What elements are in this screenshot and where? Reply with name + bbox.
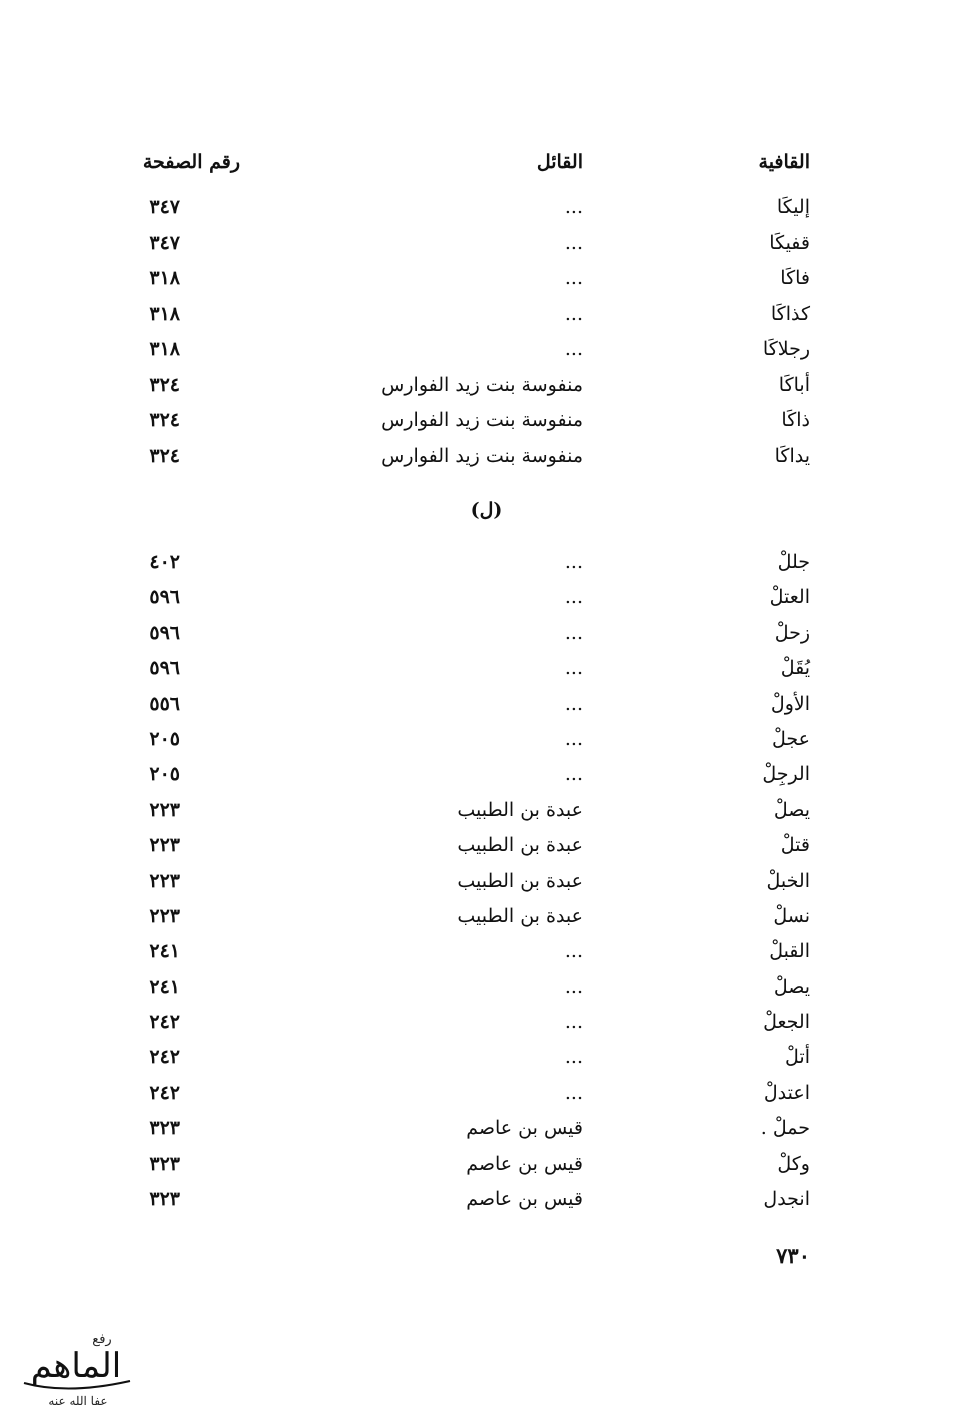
page-number-cell: ٣٢٣ <box>149 1152 180 1175</box>
rhyme-cell: الرجِلْ <box>762 763 810 786</box>
page-number-cell: ٢٢٣ <box>149 834 180 857</box>
index-row <box>0 368 975 404</box>
index-row <box>0 934 975 969</box>
page-number-cell: ٤٠٢ <box>149 551 180 573</box>
header-poet: القائل <box>536 151 583 173</box>
table-header <box>0 146 975 178</box>
poet-cell: ... <box>564 692 583 715</box>
rhyme-cell: الأولْ <box>770 692 810 715</box>
index-row <box>0 687 975 722</box>
poet-cell: ... <box>564 196 583 218</box>
poet-cell: ... <box>564 763 583 786</box>
page-number-cell: ٢٤٢ <box>149 1011 180 1034</box>
poet-cell: ... <box>564 338 583 360</box>
page-number-cell: ٢٠٥ <box>149 763 180 786</box>
rhyme-cell: حملْ . <box>760 1117 810 1140</box>
index-row <box>0 651 975 686</box>
poet-cell: ... <box>564 551 583 573</box>
page-number-cell: ٣٤٧ <box>149 231 180 254</box>
poet-cell: ... <box>564 586 583 609</box>
rhyme-cell: زحلْ <box>774 621 810 644</box>
page-number-cell: ٢٢٣ <box>149 869 180 892</box>
poet-cell: عبدة بن الطبيب <box>457 834 583 857</box>
index-row <box>0 757 975 792</box>
index-row <box>0 1111 975 1146</box>
header-page: رقم الصفحة <box>142 151 240 173</box>
rhyme-cell: وكلْ <box>777 1152 810 1175</box>
index-row <box>0 1182 975 1217</box>
index-row <box>0 297 975 333</box>
page-number-cell: ٥٩٦ <box>149 657 180 680</box>
page-number-cell: ٢٠٥ <box>149 727 180 750</box>
index-row <box>0 970 975 1005</box>
page-number-cell: ٣٢٤ <box>149 444 180 467</box>
rhyme-cell: إليكَا <box>776 196 810 218</box>
poet-cell: ... <box>564 975 583 998</box>
index-row <box>0 899 975 934</box>
poet-cell: عبدة بن الطبيب <box>457 798 583 821</box>
rhyme-cell: كذاكَا <box>770 302 810 325</box>
poet-cell: عبدة بن الطبيب <box>457 869 583 892</box>
index-row <box>0 828 975 863</box>
rhyme-cell: يصلْ <box>773 798 810 821</box>
stamp-calligraphy-icon <box>18 1325 138 1410</box>
poet-cell: منفوسة بنت زيد الفوارس <box>381 373 583 396</box>
rhyme-cell: العتلْ <box>769 586 810 609</box>
rhyme-cell: قفيكَا <box>769 231 810 254</box>
rhyme-cell: ذاكَا <box>781 409 810 431</box>
index-row <box>0 616 975 651</box>
page-number-cell: ٣١٨ <box>149 267 180 289</box>
poet-cell: ... <box>564 1046 583 1069</box>
section-kaf-list <box>0 190 975 474</box>
rhyme-cell: نسلْ <box>773 904 810 927</box>
rhyme-cell: انجدل <box>763 1188 810 1211</box>
rhyme-cell: عجلْ <box>772 727 810 750</box>
index-row <box>0 793 975 828</box>
index-row <box>0 545 975 580</box>
index-row <box>0 722 975 757</box>
header-rhyme: القافية <box>758 151 810 173</box>
poet-cell: ... <box>564 231 583 254</box>
page-number-cell: ٣١٨ <box>149 302 180 325</box>
index-row <box>0 439 975 475</box>
rhyme-cell: يداكَا <box>774 444 810 467</box>
section-letter-label: (ل) <box>470 499 503 521</box>
rhyme-cell: رجلاكَا <box>762 338 810 360</box>
section-letter-lam <box>0 494 975 526</box>
rhyme-cell: القبلْ <box>769 940 810 963</box>
page-number-cell: ٣٤٧ <box>149 196 180 218</box>
page-number-cell: ٣٢٤ <box>149 409 180 431</box>
index-row <box>0 190 975 226</box>
poet-cell: قيس بن عاصم <box>466 1188 583 1211</box>
page-number-cell: ٢٤١ <box>149 975 180 998</box>
stamp-main-text: الماهم <box>30 1346 122 1386</box>
index-row <box>0 1076 975 1111</box>
poet-cell: عبدة بن الطبيب <box>457 904 583 927</box>
page-number-cell: ٣١٨ <box>149 338 180 360</box>
index-row <box>0 1040 975 1075</box>
index-row <box>0 1147 975 1182</box>
rhyme-cell: يصلْ <box>773 975 810 998</box>
page-number-cell: ٢٤٢ <box>149 1046 180 1069</box>
page-number-cell: ٥٩٦ <box>149 621 180 644</box>
poet-cell: قيس بن عاصم <box>466 1117 583 1140</box>
page-number: ٧٣٠ <box>776 1243 810 1268</box>
index-row <box>0 1005 975 1040</box>
poet-cell: ... <box>564 1011 583 1034</box>
poet-cell: قيس بن عاصم <box>466 1152 583 1175</box>
poet-cell: ... <box>564 267 583 289</box>
stamp-top-text: رفع <box>92 1332 112 1347</box>
index-row <box>0 403 975 439</box>
index-row <box>0 864 975 899</box>
poet-cell: منفوسة بنت زيد الفوارس <box>381 444 583 467</box>
rhyme-cell: اعتدلْ <box>763 1081 810 1104</box>
poet-cell: ... <box>564 1081 583 1104</box>
poet-cell: ... <box>564 727 583 750</box>
rhyme-cell: الجعلْ <box>763 1011 810 1034</box>
page-number-cell: ٥٩٦ <box>149 586 180 609</box>
rhyme-cell: فاكَا <box>780 267 810 289</box>
index-row <box>0 226 975 262</box>
page-number-cell: ٥٥٦ <box>149 692 180 715</box>
stamp-bottom-text: عفا الله عنه <box>48 1394 108 1408</box>
page-number-cell: ٣٢٣ <box>149 1188 180 1211</box>
page-number-cell: ٢٢٣ <box>149 798 180 821</box>
index-row <box>0 332 975 368</box>
page-number-cell: ٣٢٣ <box>149 1117 180 1140</box>
section-lam-list <box>0 545 975 1217</box>
rhyme-cell: يُقَلْ <box>780 657 810 680</box>
page-number-cell: ٢٢٣ <box>149 904 180 927</box>
rhyme-cell: أتلْ <box>785 1046 810 1069</box>
page-number-cell: ٣٢٤ <box>149 373 180 396</box>
rhyme-cell: قتلْ <box>780 834 810 857</box>
rhyme-cell: جللْ <box>777 551 810 573</box>
rhyme-cell: الخبلْ <box>766 869 810 892</box>
index-row <box>0 580 975 615</box>
owner-stamp-logo <box>18 1325 138 1410</box>
index-row <box>0 261 975 297</box>
poet-cell: ... <box>564 302 583 325</box>
rhyme-cell: أباكَا <box>778 373 810 396</box>
poet-cell: ... <box>564 940 583 963</box>
poet-cell: ... <box>564 621 583 644</box>
poet-cell: منفوسة بنت زيد الفوارس <box>381 409 583 431</box>
page-number-cell: ٢٤٢ <box>149 1081 180 1104</box>
poet-cell: ... <box>564 657 583 680</box>
page-number-cell: ٢٤١ <box>149 940 180 963</box>
